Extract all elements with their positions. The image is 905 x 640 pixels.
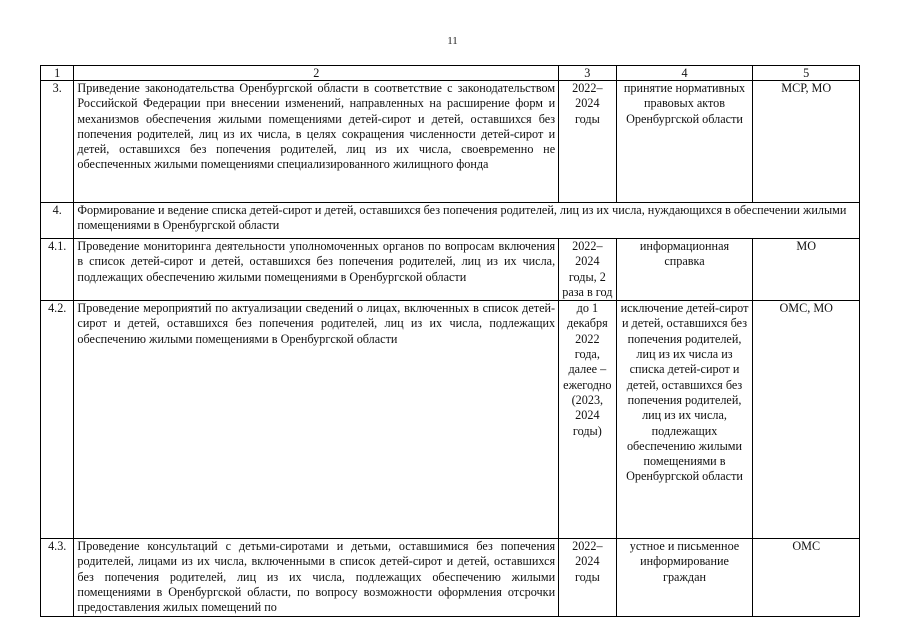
page-number: 11	[447, 35, 458, 47]
column-number-header: 4	[616, 66, 753, 81]
result-cell: информационная справка	[616, 239, 753, 301]
measure-text: Проведение мероприятий по актуализации сведений о лицах, включенных в список детей-сирот и детей, оставшихся без попечения родителей, лиц из их числа, подлежащих обеспечению жилыми помещениями в Оренбургской области	[74, 301, 559, 539]
executors-cell: МСР, МО	[753, 81, 860, 203]
executors-cell: ОМС	[753, 539, 860, 617]
result-cell: устное и письменное информирование граждан	[616, 539, 753, 617]
measure-text: Проведение консультаций с детьми-сиротами и детьми, оставшимися без попечения родителей, лицами из их числа, включенными в список детей-сирот и детей, оставшихся без попечения родителей, лиц из их числа, подлежащих обеспечению жилыми помещениями в Оренбургской области, по вопросу возможности оформления отсрочки предоставления жилых помещений по	[74, 539, 559, 617]
executors-cell: ОМС, МО	[753, 301, 860, 539]
column-number-header: 2	[74, 66, 559, 81]
row-number: 4.3.	[41, 539, 74, 617]
column-number-header: 3	[559, 66, 616, 81]
column-number-header: 5	[753, 66, 860, 81]
result-cell: принятие нормативных правовых актов Оренбургской области	[616, 81, 753, 203]
measures-table	[40, 65, 860, 617]
row-number: 4.1.	[41, 239, 74, 301]
term-cell: 2022–2024 годы	[559, 539, 616, 617]
table-header-row	[41, 66, 860, 81]
executors-cell: МО	[753, 239, 860, 301]
measure-text: Проведение мониторинга деятельности уполномоченных органов по вопросам включения в список детей-сирот и детей, оставшихся без попечения родителей, лиц из их числа, подлежащих обеспечению жилыми помещениями в Оренбургской области	[74, 239, 559, 301]
column-number-header: 1	[41, 66, 74, 81]
row-number: 4.	[41, 203, 74, 239]
section-row	[41, 203, 860, 239]
term-cell: 2022–2024 годы, 2 раза в год	[559, 239, 616, 301]
table-row	[41, 301, 860, 539]
table-row	[41, 239, 860, 301]
term-cell: 2022–2024 годы	[559, 81, 616, 203]
term-cell: до 1 декабря 2022 года, далее – ежегодно (2023, 2024 годы)	[559, 301, 616, 539]
table-row	[41, 539, 860, 617]
measure-text: Приведение законодательства Оренбургской области в соответствие с законодательством Российской Федерации при внесении изменений, направленных на расширение форм и механизмов обеспечения жилыми помещениями детей-сирот и детей, оставшихся без попечения родителей, лиц из их числа, в целях сокращения численности детей-сирот и детей, оставшихся без попечения родителей, лиц из их числа, своевременно не обеспеченных жилыми помещениями специализированного жилищного фонда	[74, 81, 559, 203]
row-number: 4.2.	[41, 301, 74, 539]
section-title: Формирование и ведение списка детей-сирот и детей, оставшихся без попечения родителей, лиц из их числа, нуждающихся в обеспечении жилыми помещениями в Оренбургской области	[74, 203, 860, 239]
result-cell: исключение детей-сирот и детей, оставшихся без попечения родителей, лиц из их числа из списка детей-сирот и детей, оставшихся без попечения родителей, лиц из их числа, подлежащих обеспечению жилыми помещениями в Оренбургской области	[616, 301, 753, 539]
table-row	[41, 81, 860, 203]
row-number: 3.	[41, 81, 74, 203]
